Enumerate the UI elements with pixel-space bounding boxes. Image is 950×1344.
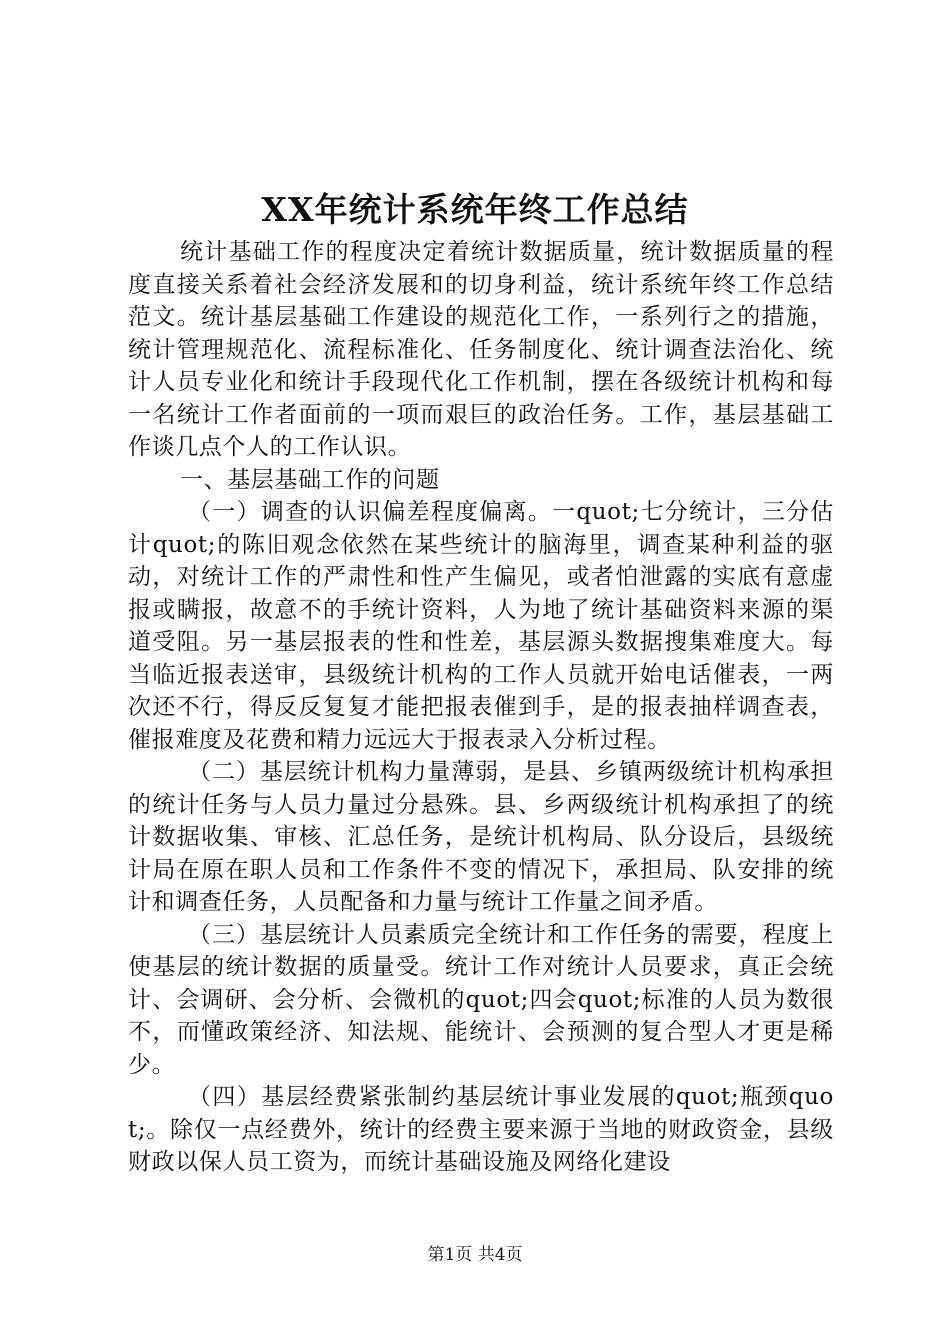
- document-body: [128, 236, 834, 1179]
- intro-paragraph: 统计基础工作的程度决定着统计数据质量，统计数据质量的程度直接关系着社会经济发展和的切身利益，统计系统年终工作总结范文。统计基层基础工作建设的规范化工作，一系列行之的措施，统计管理规范化、流程标准化、任务制度化、统计调查法治化、统计人员专业化和统计手段现代化工作机制，摆在各级统计机构和每一名统计工作者面前的一项而艰巨的政治任务。工作，基层基础工作谈几点个人的工作认识。: [128, 239, 834, 460]
- section-heading: 一、基层基础工作的问题: [180, 466, 440, 493]
- page-footer: 第1页 共4页: [427, 1245, 523, 1265]
- problem-paragraph-4: （四）基层经费紧张制约基层统计事业发展的quot;瓶颈quot;。除仅一点经费外，统计的经费主要来源于当地的财政资金，县级财政以保人员工资为，而统计基础设施及网络化建设: [128, 1084, 834, 1175]
- problem-paragraph-1: （一）调查的认识偏差程度偏离。一quot;七分统计，三分估计quot;的陈旧观念依然在某些统计的脑海里，调查某种利益的驱动，对统计工作的严肃性和性产生偏见，或者怕泄露的实底有意虚报或瞒报，故意不的手统计资料，人为地了统计基础资料来源的渠道受阻。另一基层报表的性和性差，基层源头数据搜集难度大。每当临近报表送审，县级统计机构的工作人员就开始电话催表，一两次还不行，得反反复复才能把报表催到手，是的报表抽样调查表，催报难度及花费和精力远远大于报表录入分析过程。: [128, 499, 834, 753]
- problem-paragraph-3: （三）基层统计人员素质完全统计和工作任务的需要，程度上使基层的统计数据的质量受。统计工作对统计人员要求，真正会统计、会调研、会分析、会微机的quot;四会quot;标准的人员为数很不，而懂政策经济、知法规、能统计、会预测的复合型人才更是稀少。: [128, 921, 834, 1078]
- document-title: XX年统计系统年终工作总结: [261, 190, 689, 229]
- problem-paragraph-2: （二）基层统计机构力量薄弱，是县、乡镇两级统计机构承担的统计任务与人员力量过分悬殊。县、乡两级统计机构承担了的统计数据收集、审核、汇总任务，是统计机构局、队分设后，县级统计局在原在职人员和工作条件不变的情况下，承担局、队安排的统计和调查任务，人员配备和力量与统计工作量之间矛盾。: [128, 759, 834, 915]
